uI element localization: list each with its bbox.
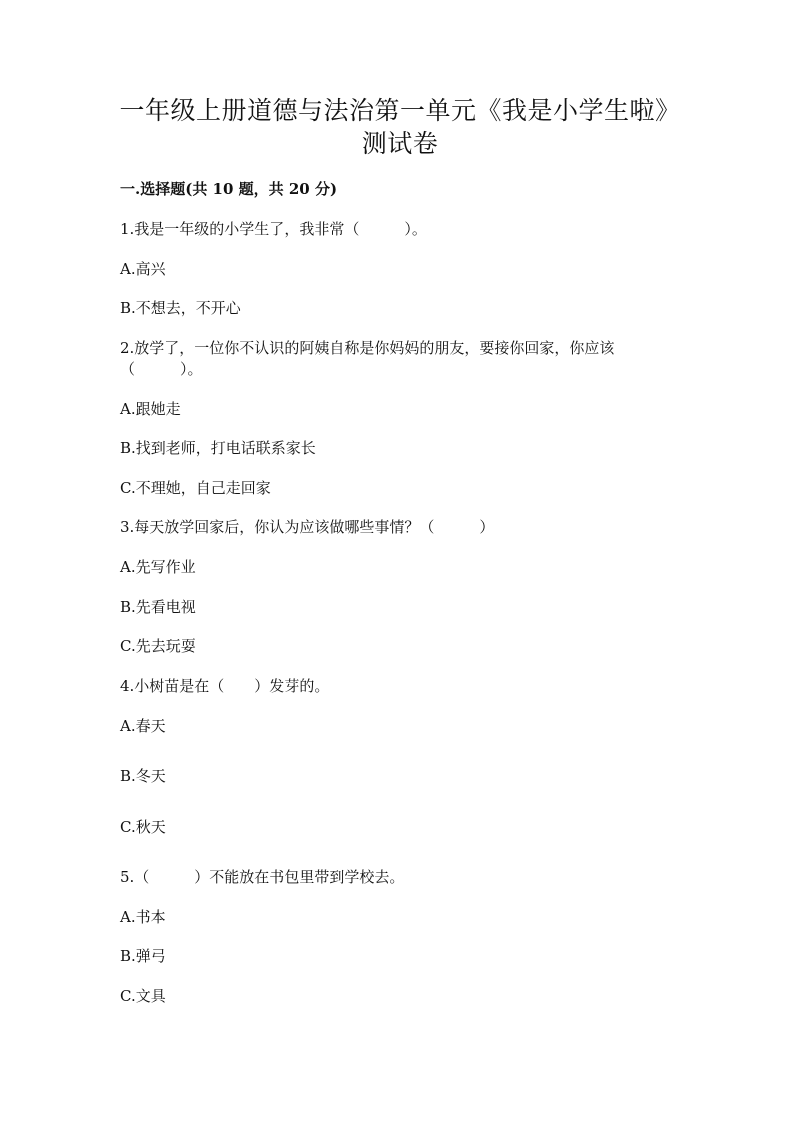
question-2-option-c: C.不理她，自己走回家	[120, 479, 271, 497]
page-subtitle: 测试卷	[361, 129, 439, 158]
question-4-option-a: A.春天	[120, 717, 166, 735]
question-5-stem: 5.（ ）不能放在书包里带到学校去。	[120, 868, 405, 886]
question-2-stem-line1: 2.放学了，一位你不认识的阿姨自称是你妈妈的朋友，要接你回家，你应该	[120, 339, 615, 357]
question-2-option-b: B.找到老师，打电话联系家长	[120, 439, 316, 457]
question-3-option-b: B.先看电视	[120, 598, 196, 616]
page-title: 一年级上册道德与法治第一单元《我是小学生啦》	[119, 96, 681, 125]
question-5-option-a: A.书本	[120, 908, 166, 926]
question-1-stem: 1.我是一年级的小学生了，我非常（ ）。	[120, 220, 427, 238]
question-1-option-b: B.不想去，不开心	[120, 299, 241, 317]
question-4-option-b: B.冬天	[120, 767, 166, 785]
question-5-option-b: B.弹弓	[120, 947, 166, 965]
question-5-option-c: C.文具	[120, 987, 166, 1005]
question-1-option-a: A.高兴	[120, 260, 166, 278]
question-2-option-a: A.跟她走	[120, 400, 181, 418]
question-3-option-c: C.先去玩耍	[120, 637, 196, 655]
question-3-stem: 3.每天放学回家后，你认为应该做哪些事情？（ ）	[120, 518, 495, 536]
question-3-option-a: A.先写作业	[120, 558, 196, 576]
section-heading: 一.选择题(共 10 题，共 20 分)	[120, 180, 338, 198]
question-4-stem: 4.小树苗是在（ ）发芽的。	[120, 677, 330, 695]
question-2-stem-line2: （ ）。	[120, 360, 203, 378]
question-4-option-c: C.秋天	[120, 818, 166, 836]
